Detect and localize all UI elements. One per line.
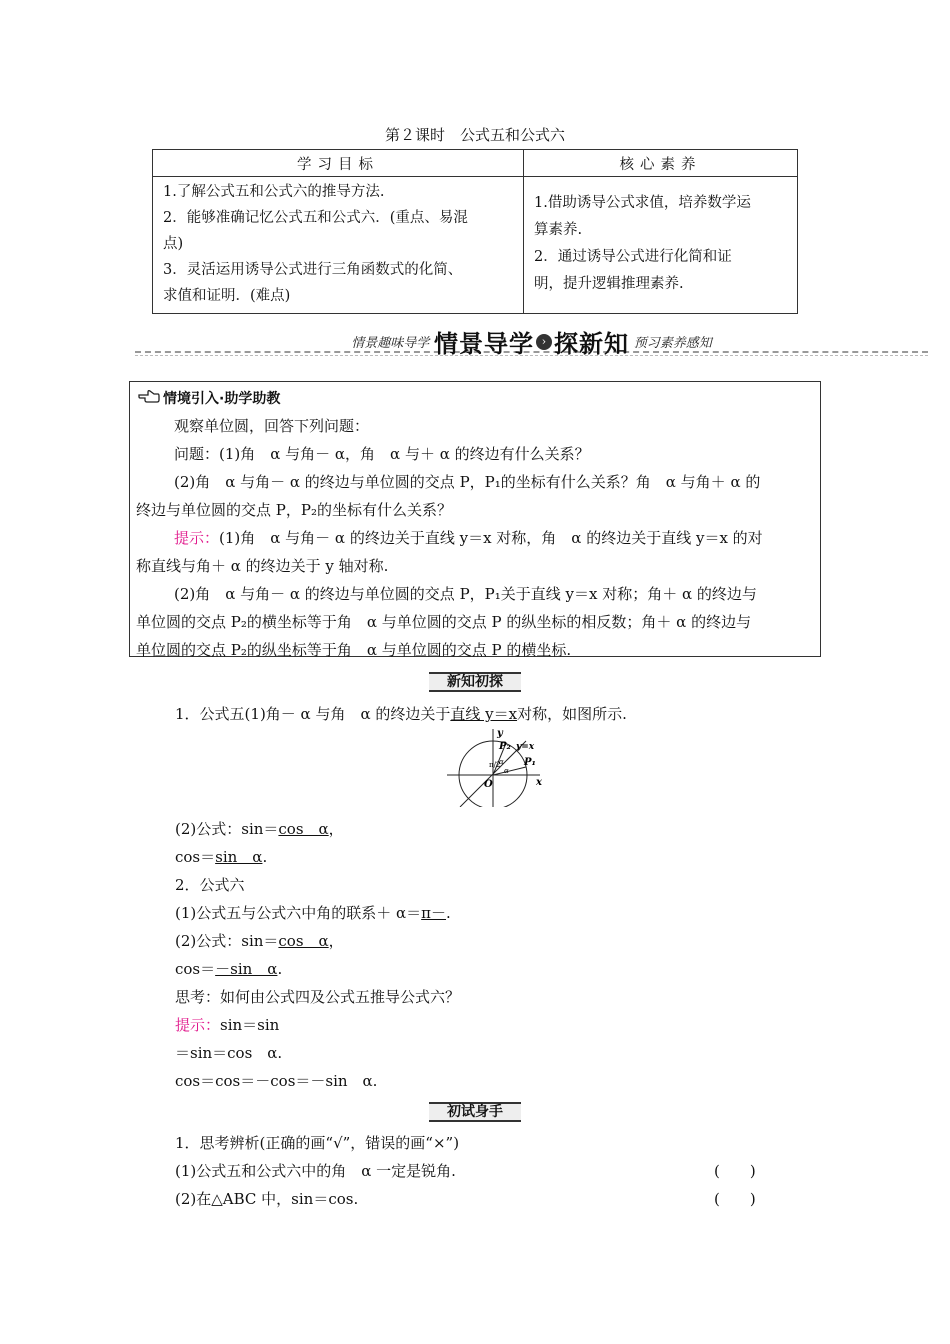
fig-label-p2: P₂ bbox=[499, 741, 511, 752]
intro-paragraph bbox=[136, 524, 812, 552]
banner-title-main: 情景导学 bbox=[434, 330, 534, 358]
goal-line: 3．灵活运用诱导公式进行三角函数式的化简、 bbox=[163, 262, 463, 278]
exercise-item: (2)在△ABC 中，sin＝cos. bbox=[175, 1190, 359, 1208]
section-tag-new-knowledge bbox=[0, 672, 950, 692]
intro-paragraph: 终边与单位圆的交点 P，P₂的坐标有什么关系？ bbox=[136, 501, 452, 519]
text: (2)公式：sin＝ bbox=[175, 820, 279, 838]
goal-line: 点) bbox=[163, 236, 184, 252]
intro-paragraph: 单位圆的交点 P₂的纵坐标等于角 α 与单位圆的交点 P 的横坐标. bbox=[136, 641, 572, 659]
section-banner bbox=[135, 322, 928, 358]
fig-label-pi: π/2 bbox=[489, 761, 501, 769]
page-title: 第２课时 公式五和公式六 bbox=[384, 126, 565, 144]
answer-parentheses: ( ) bbox=[714, 1162, 756, 1180]
section-tag-label: 初试身手 bbox=[429, 1102, 521, 1122]
intro-paragraph: (2)角 α 与角－ α 的终边与单位圆的交点 P，P₁的坐标有什么关系？角 α 与角＋ α 的 bbox=[174, 473, 761, 491]
competency-header: 核心素养 bbox=[524, 150, 798, 177]
fig-label-alpha-top: α bbox=[499, 758, 504, 766]
text: 对称，如图所示. bbox=[517, 705, 627, 723]
formula5-sin bbox=[175, 818, 344, 839]
fig-label-origin: O bbox=[484, 779, 493, 790]
text: ， bbox=[328, 932, 344, 950]
exercise-instruction: 1．思考辨析(正确的画“√”，错误的画“×”) bbox=[175, 1134, 460, 1152]
goal-line: 求值和证明．(难点) bbox=[163, 288, 291, 304]
goals-header: 学习目标 bbox=[153, 150, 524, 177]
competency-line: 明，提升逻辑推理素养. bbox=[534, 276, 684, 292]
answer-blank: －sin α bbox=[215, 960, 278, 978]
intro-paragraph: 单位圆的交点 P₂的横坐标等于角 α 与单位圆的交点 P 的纵坐标的相反数；角＋ α 的终边与 bbox=[136, 613, 752, 631]
intro-paragraph: (2)角 α 与角－ α 的终边与单位圆的交点 P，P₁关于直线 y＝x 对称；角＋ α 的终边与 bbox=[174, 585, 757, 603]
formula5-cos bbox=[175, 846, 267, 867]
text: ， bbox=[328, 820, 344, 838]
competency-line: 算素养. bbox=[534, 222, 583, 238]
text: (1)公式五与公式六中角的联系＋ α＝ bbox=[175, 904, 422, 922]
text: . bbox=[277, 960, 283, 978]
think-question: 思考：如何由公式四及公式五推导公式六？ bbox=[175, 988, 461, 1006]
text: . bbox=[262, 848, 268, 866]
pointing-hand-icon bbox=[138, 388, 160, 404]
answer-blank: sin α bbox=[215, 848, 263, 866]
intro-paragraph: 称直线与角＋ α 的终边关于 y 轴对称. bbox=[136, 557, 389, 575]
unit-circle-figure bbox=[442, 727, 546, 807]
intro-paragraph: 观察单位圆，回答下列问题： bbox=[174, 417, 370, 435]
text: 1．公式五(1)角－ α 与角 α 的终边关于 bbox=[175, 705, 451, 723]
banner-left-caption: 情景趣味导学 bbox=[351, 336, 430, 351]
formula5-line bbox=[175, 703, 627, 724]
intro-box bbox=[129, 381, 821, 657]
goals-table bbox=[152, 149, 798, 314]
formula6-cos bbox=[175, 958, 282, 979]
text: cos＝ bbox=[175, 960, 216, 978]
arrow-circle-icon: › bbox=[536, 334, 552, 350]
competency-line: 2．通过诱导公式进行化简和证 bbox=[534, 249, 732, 265]
fig-label-alpha-bottom: α bbox=[504, 767, 509, 775]
fig-label-y: y bbox=[497, 728, 503, 739]
answer-blank: 直线 y＝x bbox=[450, 705, 518, 723]
answer-blank: cos α bbox=[278, 820, 329, 838]
answer-blank: π－ bbox=[421, 904, 447, 922]
banner-title bbox=[135, 324, 928, 359]
goal-line: 1.了解公式五和公式六的推导方法. bbox=[163, 184, 385, 200]
fig-label-line: y=x bbox=[516, 742, 535, 752]
banner-right-caption: 预习素养感知 bbox=[633, 336, 712, 351]
intro-paragraph: 问题：(1)角 α 与角－ α，角 α 与＋ α 的终边有什么关系？ bbox=[174, 445, 590, 463]
section-tag-label: 新知初探 bbox=[429, 672, 521, 692]
text: (2)公式：sin＝ bbox=[175, 932, 279, 950]
goals-cell bbox=[153, 177, 524, 314]
intro-box-header: 情境引入·助学助教 bbox=[163, 391, 281, 407]
text: . bbox=[446, 904, 451, 922]
fig-label-p1: P₁ bbox=[524, 757, 536, 768]
think-hint bbox=[175, 1014, 279, 1035]
text: sin＝sin bbox=[220, 1016, 280, 1034]
formula6-relation bbox=[175, 902, 451, 923]
fig-label-x: x bbox=[536, 777, 542, 788]
think-derivation: ＝sin＝cos α. bbox=[175, 1044, 283, 1062]
formula6-sin bbox=[175, 930, 344, 951]
hint-label: 提示： bbox=[175, 1016, 221, 1034]
banner-title-sub: 探新知 bbox=[554, 330, 629, 358]
competency-line: 1.借助诱导公式求值，培养数学运 bbox=[534, 195, 751, 211]
hint-text: (1)角 α 与角－ α 的终边关于直线 y＝x 对称，角 α 的终边关于直线 y＝x 的对 bbox=[219, 529, 763, 547]
answer-parentheses: ( ) bbox=[714, 1190, 756, 1208]
text: cos＝ bbox=[175, 848, 216, 866]
think-derivation: cos＝cos＝－cos＝－sin α. bbox=[175, 1072, 378, 1090]
exercise-item: (1)公式五和公式六中的角 α 一定是锐角. bbox=[175, 1162, 456, 1180]
answer-blank: cos α bbox=[278, 932, 329, 950]
formula6-heading: 2．公式六 bbox=[175, 876, 245, 894]
competency-cell bbox=[524, 177, 798, 314]
section-tag-first-try bbox=[0, 1102, 950, 1122]
goal-line: 2．能够准确记忆公式五和公式六．(重点、易混 bbox=[163, 210, 468, 226]
hint-label: 提示： bbox=[174, 529, 220, 547]
intro-box-body bbox=[136, 412, 812, 664]
